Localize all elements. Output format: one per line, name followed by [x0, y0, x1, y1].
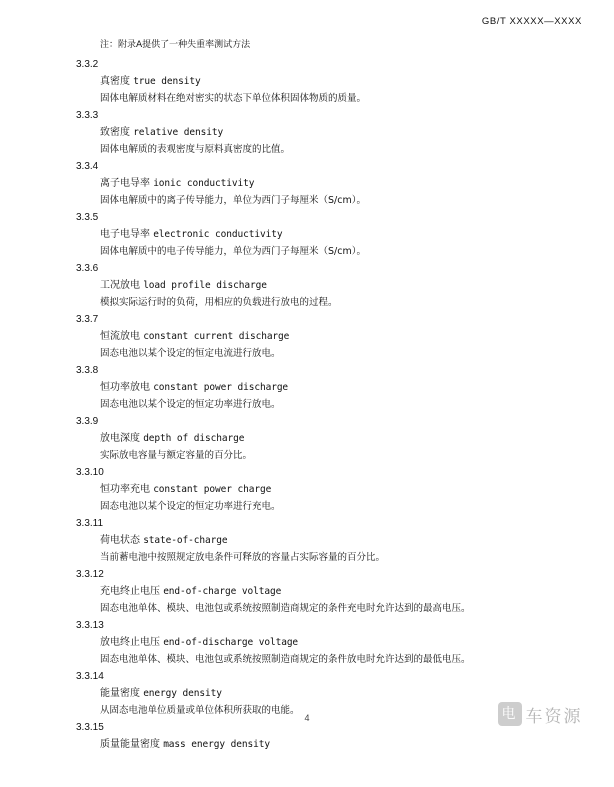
document-body [76, 38, 558, 787]
entry-term-cn: 能量密度 [100, 688, 140, 699]
entry-term [100, 226, 558, 243]
entry-term-cn: 恒流放电 [100, 331, 140, 342]
entry-term [100, 328, 558, 345]
entry-term-cn: 离子电导率 [100, 178, 150, 189]
term-entry [76, 362, 558, 413]
entry-term-cn: 放电深度 [100, 433, 140, 444]
entry-definition: 固态电池单体、模块、电池包或系统按照制造商规定的条件充电时允许达到的最高电压。 [100, 603, 471, 614]
entry-definition: 实际放电容量与额定容量的百分比。 [100, 450, 253, 461]
watermark-badge-icon: 电 [498, 702, 522, 726]
entry-number: 3.3.10 [76, 467, 104, 478]
entry-term-en: electronic conductivity [153, 229, 283, 240]
entry-term [100, 583, 558, 600]
entry-term [100, 736, 558, 753]
entry-term-cn: 充电终止电压 [100, 586, 160, 597]
entry-term [100, 430, 558, 447]
entry-definition: 固态电池以某个设定的恒定电流进行放电。 [100, 348, 281, 359]
watermark-text: 车资源 [525, 706, 583, 727]
entry-definition: 固态电池以某个设定的恒定功率进行放电。 [100, 399, 281, 410]
page-header: GB/T XXXXX—XXXX [481, 16, 582, 27]
entry-term [100, 634, 558, 651]
entry-term-en: end-of-discharge voltage [163, 637, 299, 648]
entry-number: 3.3.6 [76, 263, 99, 274]
entry-term-en: ionic conductivity [153, 178, 255, 189]
entry-term-en: state-of-charge [143, 535, 228, 546]
entry-number: 3.3.12 [76, 569, 104, 580]
entry-term-cn: 真密度 [100, 76, 130, 87]
entry-term-cn: 工况放电 [100, 280, 140, 291]
term-entry [76, 107, 558, 158]
entry-number: 3.3.7 [76, 314, 99, 325]
entry-term-cn: 恒功率充电 [100, 484, 150, 495]
entry-definition: 固体电解质材料在绝对密实的状态下单位体积固体物质的质量。 [100, 93, 367, 104]
watermark [476, 697, 604, 731]
term-entry [76, 209, 558, 260]
entry-term-alt [100, 753, 558, 770]
term-entry [76, 311, 558, 362]
term-entry [76, 158, 558, 209]
entry-term-en: constant power charge [153, 484, 272, 495]
entry-number: 3.3.8 [76, 365, 99, 376]
entry-number: 3.3.15 [76, 722, 104, 733]
entry-term [100, 379, 558, 396]
entry-term-cn: 放电终止电压 [100, 637, 160, 648]
entry-definition: 固态电池单体、模块、电池包或系统按照制造商规定的条件放电时允许达到的最低电压。 [100, 654, 471, 665]
entry-term-cn: 恒功率放电 [100, 382, 150, 393]
entry-definition: 模拟实际运行时的负荷，用相应的负载进行放电的过程。 [100, 297, 338, 308]
entry-definition: 固体电解质的表观密度与原料真密度的比值。 [100, 144, 291, 155]
entry-term-en: constant current discharge [143, 331, 290, 342]
entry-term [100, 770, 558, 787]
entry-term [100, 175, 558, 192]
entry-number: 3.3.3 [76, 110, 99, 121]
term-entry [76, 566, 558, 617]
entry-definition: 当前蓄电池中按照规定放电条件可释放的容量占实际容量的百分比。 [100, 552, 386, 563]
entry-term [100, 73, 558, 90]
entry-number: 3.3.14 [76, 671, 104, 682]
entry-term [100, 277, 558, 294]
entry-term [100, 481, 558, 498]
entry-term-en: true density [133, 76, 201, 87]
entry-definition: 固体电解质中的离子传导能力，单位为西门子每厘米（S/cm）。 [100, 195, 366, 206]
term-entry [76, 515, 558, 566]
entry-term-en: constant power discharge [153, 382, 289, 393]
page-number: 4 [304, 713, 310, 723]
entry-term-cn: 电子电导率 [100, 229, 150, 240]
entry-term-en: load profile discharge [143, 280, 267, 291]
term-entry [76, 56, 558, 107]
entry-number: 3.3.9 [76, 416, 99, 427]
term-entry [88, 770, 558, 787]
entry-term-cn: 致密度 [100, 127, 130, 138]
entry-term [100, 124, 558, 141]
entry-number: 3.3.4 [76, 161, 99, 172]
term-entry [76, 617, 558, 668]
note-text: 注：附录A提供了一种失重率测试方法 [100, 40, 251, 50]
entry-number: 3.3.11 [76, 518, 104, 529]
entry-number: 3.3.13 [76, 620, 104, 631]
term-entry [76, 413, 558, 464]
entry-term-en: mass energy density [163, 739, 270, 750]
entry-term-en: depth of discharge [143, 433, 245, 444]
entry-term-cn: 荷电状态 [100, 535, 140, 546]
entry-term-en: end-of-charge voltage [163, 586, 282, 597]
term-entry [76, 260, 558, 311]
entry-definition: 从固态电池单位质量或单位体积所获取的电能。 [100, 705, 300, 716]
entry-term [100, 532, 558, 549]
entry-term-en: energy density [143, 688, 222, 699]
term-entry [76, 464, 558, 515]
entry-number: 3.3.2 [76, 59, 99, 70]
entry-number: 3.3.5 [76, 212, 99, 223]
entry-definition: 固态电池以某个设定的恒定功率进行充电。 [100, 501, 281, 512]
entry-term-cn: 质量能量密度 [100, 739, 160, 750]
entry-term-en: relative density [133, 127, 224, 138]
entry-definition: 固体电解质中的电子传导能力，单位为西门子每厘米（S/cm）。 [100, 246, 366, 257]
